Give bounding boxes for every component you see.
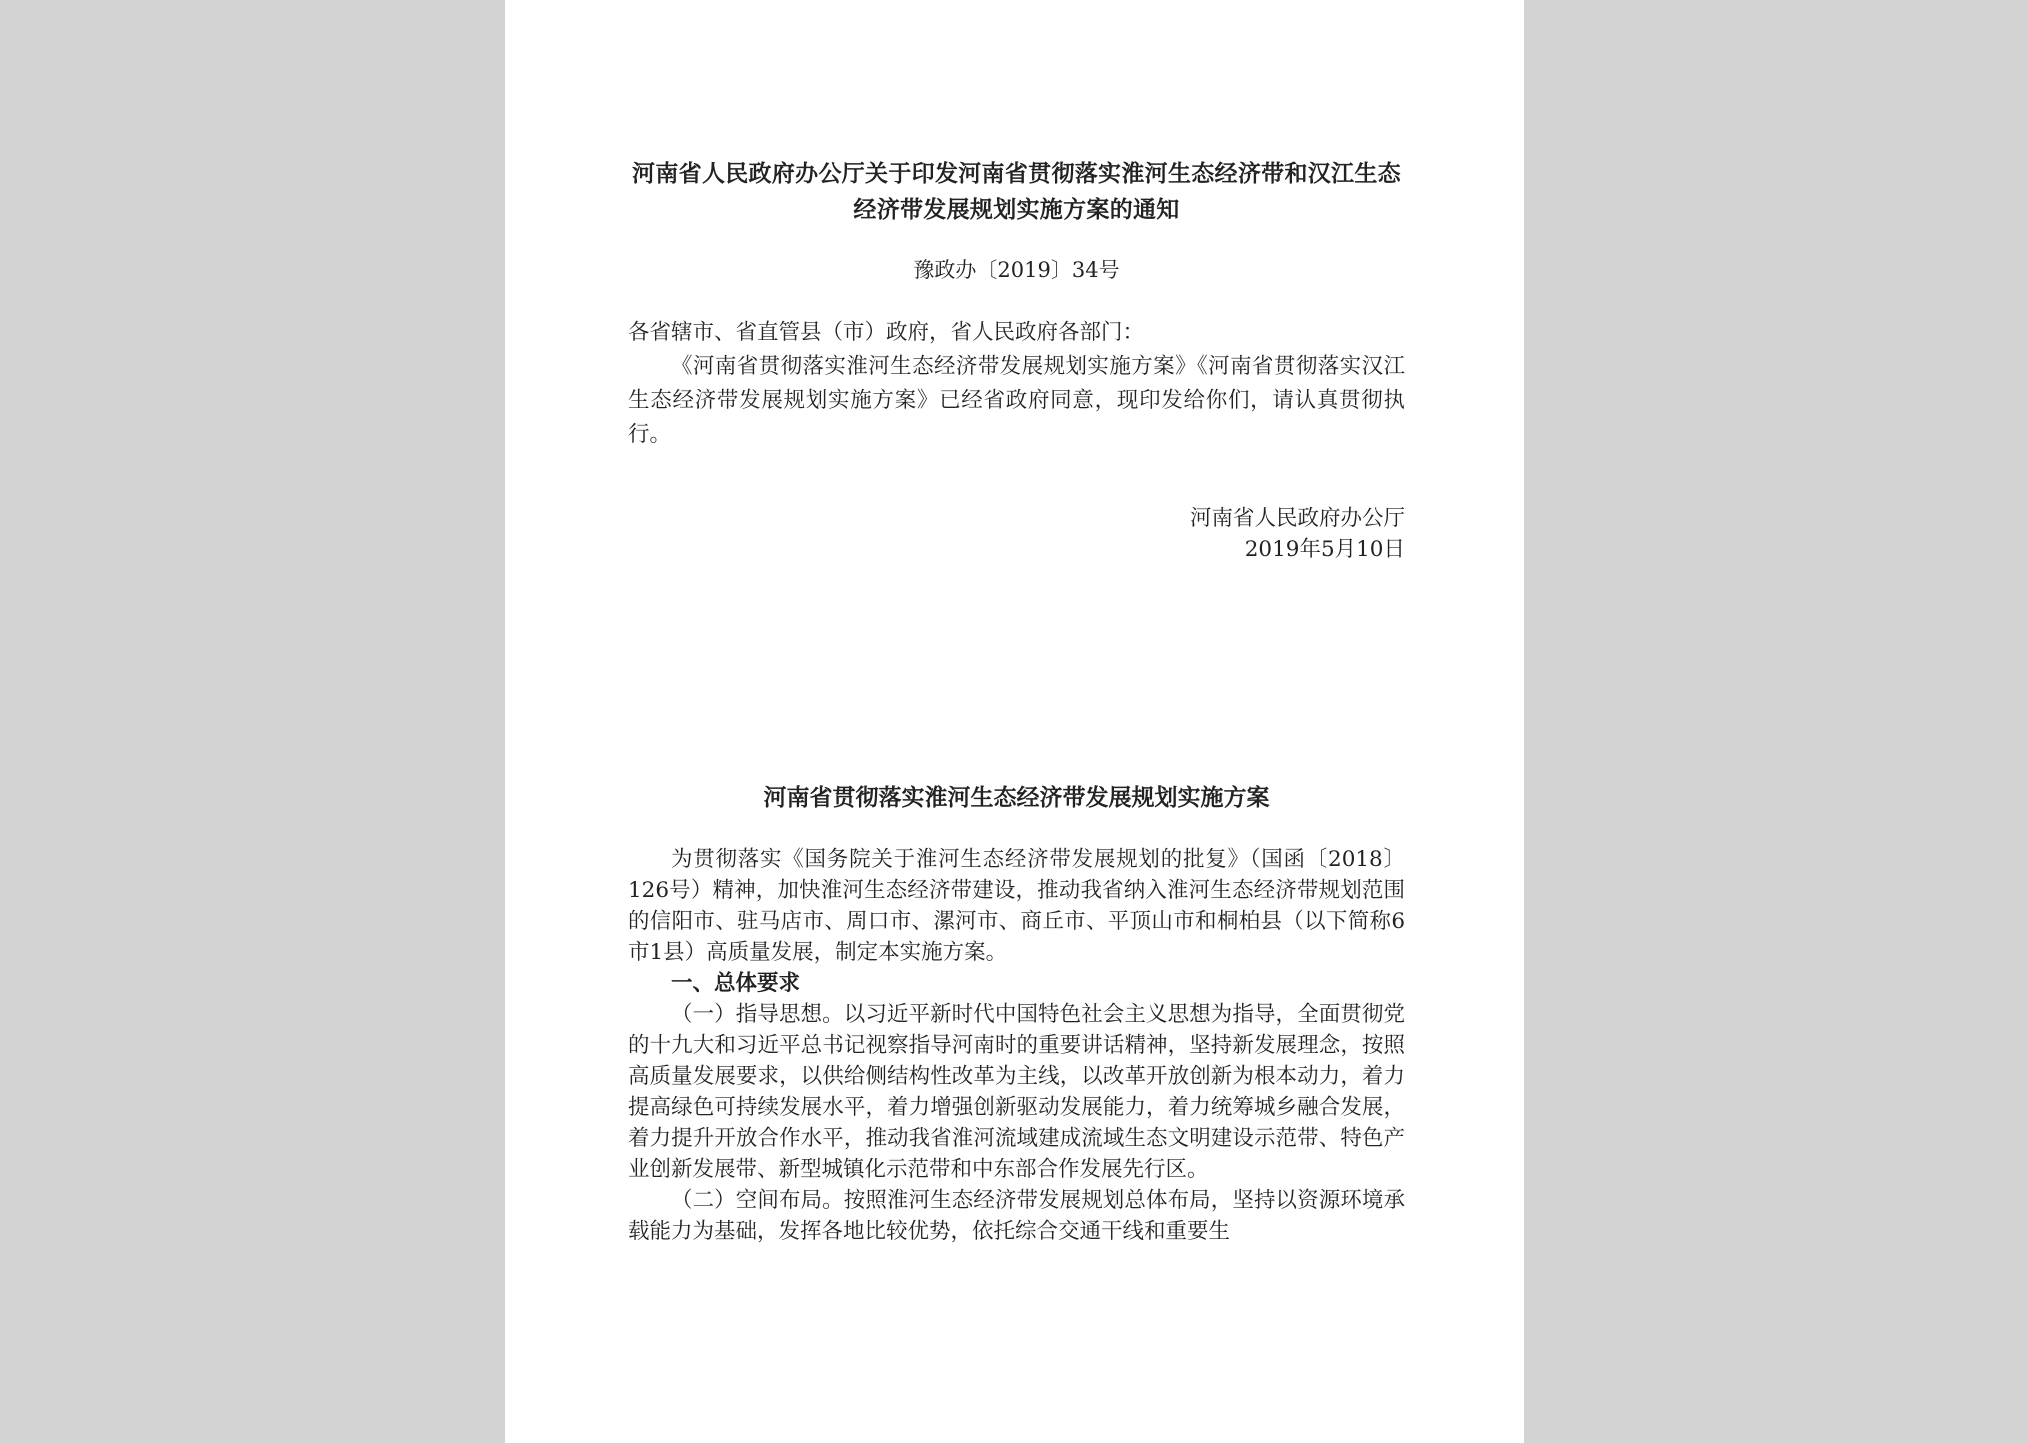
signature-organization: 河南省人民政府办公厅	[1189, 506, 1405, 531]
plan-title: 河南省贯彻落实淮河生态经济带发展规划实施方案	[763, 784, 1270, 811]
addressee-line: 各省辖市、省直管县（市）政府，省人民政府各部门：	[628, 320, 1145, 345]
signature-date: 2019年5月10日	[1244, 537, 1405, 562]
document-number: 豫政办〔2019〕34号	[913, 258, 1120, 282]
notice-body: 《河南省贯彻落实淮河生态经济带发展规划实施方案》《河南省贯彻落实汉江生态经济带发展规划实施方案》已经省政府同意，现印发给你们，请认真贯彻执行。	[628, 354, 1405, 447]
plan-intro-paragraph: 为贯彻落实《国务院关于淮河生态经济带发展规划的批复》（国函〔2018〕126号）精神，加快淮河生态经济带建设，推动我省纳入淮河生态经济带规划范围的信阳市、驻马店市、周口市、漯河市、商丘市、平顶山市和桐柏县（以下简称6市1县）高质量发展，制定本实施方案。	[628, 847, 1405, 965]
guiding-ideology-paragraph: （一）指导思想。以习近平新时代中国特色社会主义思想为指导，全面贯彻党的十九大和习近平总书记视察指导河南时的重要讲话精神，坚持新发展理念，按照高质量发展要求，以供给侧结构性改革为主线，以改革开放创新为根本动力，着力提高绿色可持续发展水平，着力增强创新驱动发展能力，着力统筹城乡融合发展，着力提升开放合作水平，推动我省淮河流域建成流域生态文明建设示范带、特色产业创新发展带、新型城镇化示范带和中东部合作发展先行区。	[628, 1002, 1405, 1182]
notice-title: 河南省人民政府办公厅关于印发河南省贯彻落实淮河生态经济带和汉江生态经济带发展规划实施方案的通知	[632, 160, 1401, 223]
spatial-layout-paragraph: （二）空间布局。按照淮河生态经济带发展规划总体布局，坚持以资源环境承载能力为基础，发挥各地比较优势，依托综合交通干线和重要生	[628, 1188, 1405, 1244]
plan-body	[628, 844, 1405, 1247]
section-heading: 一、总体要求	[671, 971, 801, 996]
document-page	[505, 0, 1524, 1443]
